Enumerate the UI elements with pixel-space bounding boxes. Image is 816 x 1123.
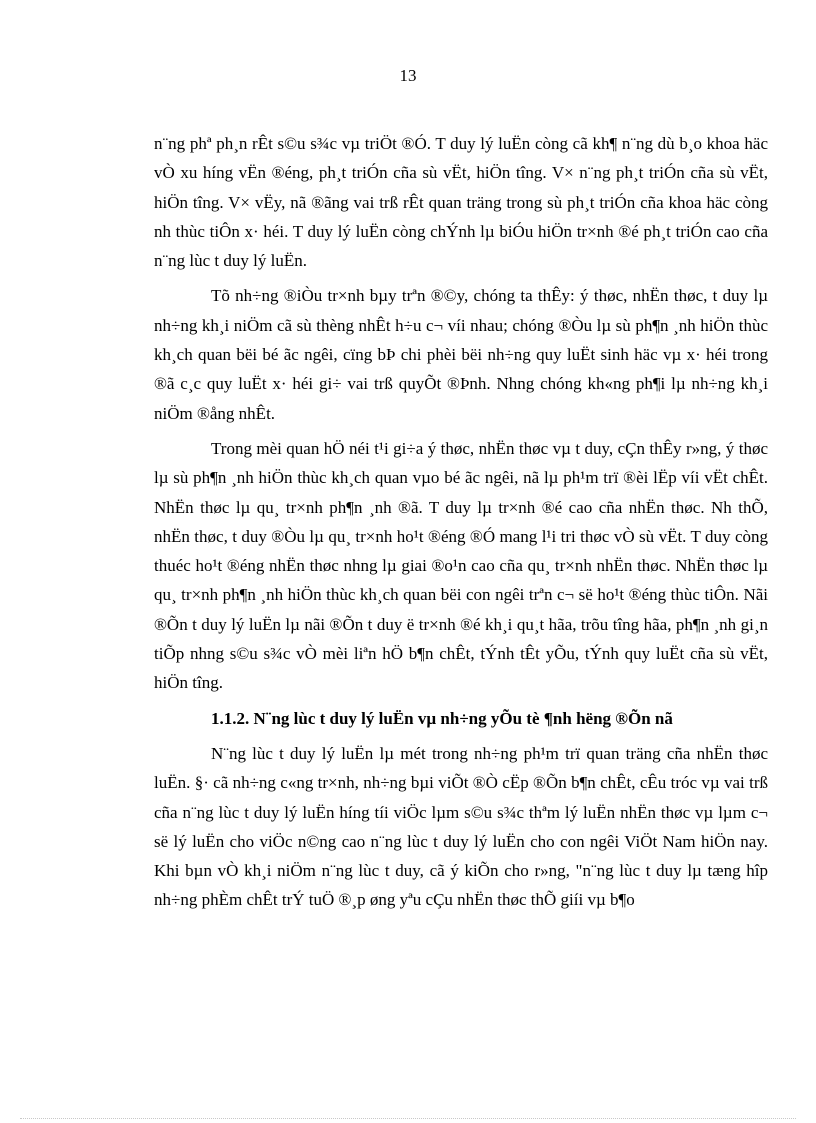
paragraph-continued-prefix: n¨ng phª ph¸n rÊt s©u s¾c vµ triÖt ®Ó. T duy lý luËn còng cã kh¶ n¨ng dù b¸o khoa häc vÒ xu híng vËn ®éng, ph¸t triÓn cña sù vËt, hiÖn tîng. V× — [154, 134, 768, 183]
paragraph-internal-relations: Trong mèi quan hÖ néi t¹i gi÷a ý thøc, nhËn thøc vµ t duy, cÇn thÊy r»ng, ý thøc lµ sù ph¶n ¸nh hiÖn thùc kh¸ch quan vµo bé ãc ngêi, nã lµ ph¹m trï ®èi lËp víi vËt chÊt. NhËn thøc lµ qu¸ tr×nh ph¶n ¸nh ®ã. T duy lµ tr×nh ®é cao cña nhËn thøc. Nh thÕ, nhËn thøc, t duy ®Òu lµ qu¸ tr×nh ho¹t ®éng ®Ó mang l¹i tri thøc vÒ sù vËt. T duy còng thuéc ho¹t ®éng nhËn thøc nhng lµ giai ®o¹n cao cña qu¸ tr×nh nhËn thøc. NhËn thøc lµ qu¸ tr×nh ph¶n ¸nh hiÖn thùc kh¸ch quan bëi con ngêi trªn c¬ së ho¹t ®éng thùc tiÔn. Nãi ®Õn t duy lý luËn lµ nãi ®Õn t duy ë tr×nh ®é kh¸i qu¸t hãa, trõu tîng hãa, ph¶n ¸nh gi¸n tiÕp nhng s©u s¾c vÒ mèi liªn hÖ b¶n chÊt, tÝnh tÊt yÕu, tÝnh quy luËt cña sù vËt, hiÖn tîng. — [154, 438, 768, 693]
page-bottom-divider — [20, 1118, 796, 1119]
page-body — [154, 129, 768, 921]
paragraph-consciousness-cognition: Tõ nh÷ng ®iÒu tr×nh bµy trªn ®©y, chóng ta thÊy: ý thøc, nhËn thøc, t duy lµ nh÷ng kh¸i niÖm cã sù thèng nhÊt h÷u c¬ víi nhau; chóng ®Òu lµ sù ph¶n ¸nh hiÖn thùc kh¸ch quan bëi bé ãc ngêi, cïng bÞ chi phèi bëi nh÷ng quy luËt sinh häc vµ x· héi trong ®ã c¸c quy luËt x· héi gi÷ vai trß quyÕt ®Þnh. Nhng chóng kh«ng ph¶i lµ nh÷ng kh¸i niÖm ®ång nhÊt. — [154, 286, 768, 423]
paragraph-theoretical-thinking-capacity: N¨ng lùc t duy lý luËn lµ mét trong nh÷ng ph¹m trï quan träng cña nhËn thøc luËn. §· cã nh÷ng c«ng tr×nh, nh÷ng bµi viÕt ®Ò cËp ®Õn b¶n chÊt, cÊu tróc vµ vai trß cña n¨ng lùc t duy lý luËn híng tíi viÖc lµm s©u s¾c thªm lý luËn nhËn thøc vµ lµm c¬ së lý luËn cho viÖc n©ng cao n¨ng lùc t duy lý luËn cho con ngêi ViÖt Nam hiÖn nay. Khi bµn vÒ kh¸i niÖm n¨ng lùc t duy, cã ý kiÕn cho r»ng, "n¨ng lùc t duy lµ tæng hîp nh÷ng phÈm chÊt trÝ tuÖ ®¸p øng yªu cÇu nhËn thøc thÕ giíi vµ b¶o — [154, 743, 768, 910]
paragraph-continued — [154, 129, 768, 275]
page-number: 13 — [399, 66, 417, 85]
section-heading-1-1-2: 1.1.2. N¨ng lùc t duy lý luËn vµ nh÷ng yÕu tè ¶nh hëng ®Õn nã — [211, 708, 673, 728]
paragraph-continued-rest: n¨ng ph¸t triÓn cña sù vËt, hiÖn tîng. V× vËy, nã ®ãng vai trß rÊt quan träng trong sù ph¸t triÓn cña khoa häc còng nh thùc tiÔn x· héi. T duy lý luËn còng chÝnh lµ biÓu hiÖn tr×nh ®é ph¸t triÓn cao cña n¨ng lùc t duy lý luËn. — [154, 163, 769, 271]
